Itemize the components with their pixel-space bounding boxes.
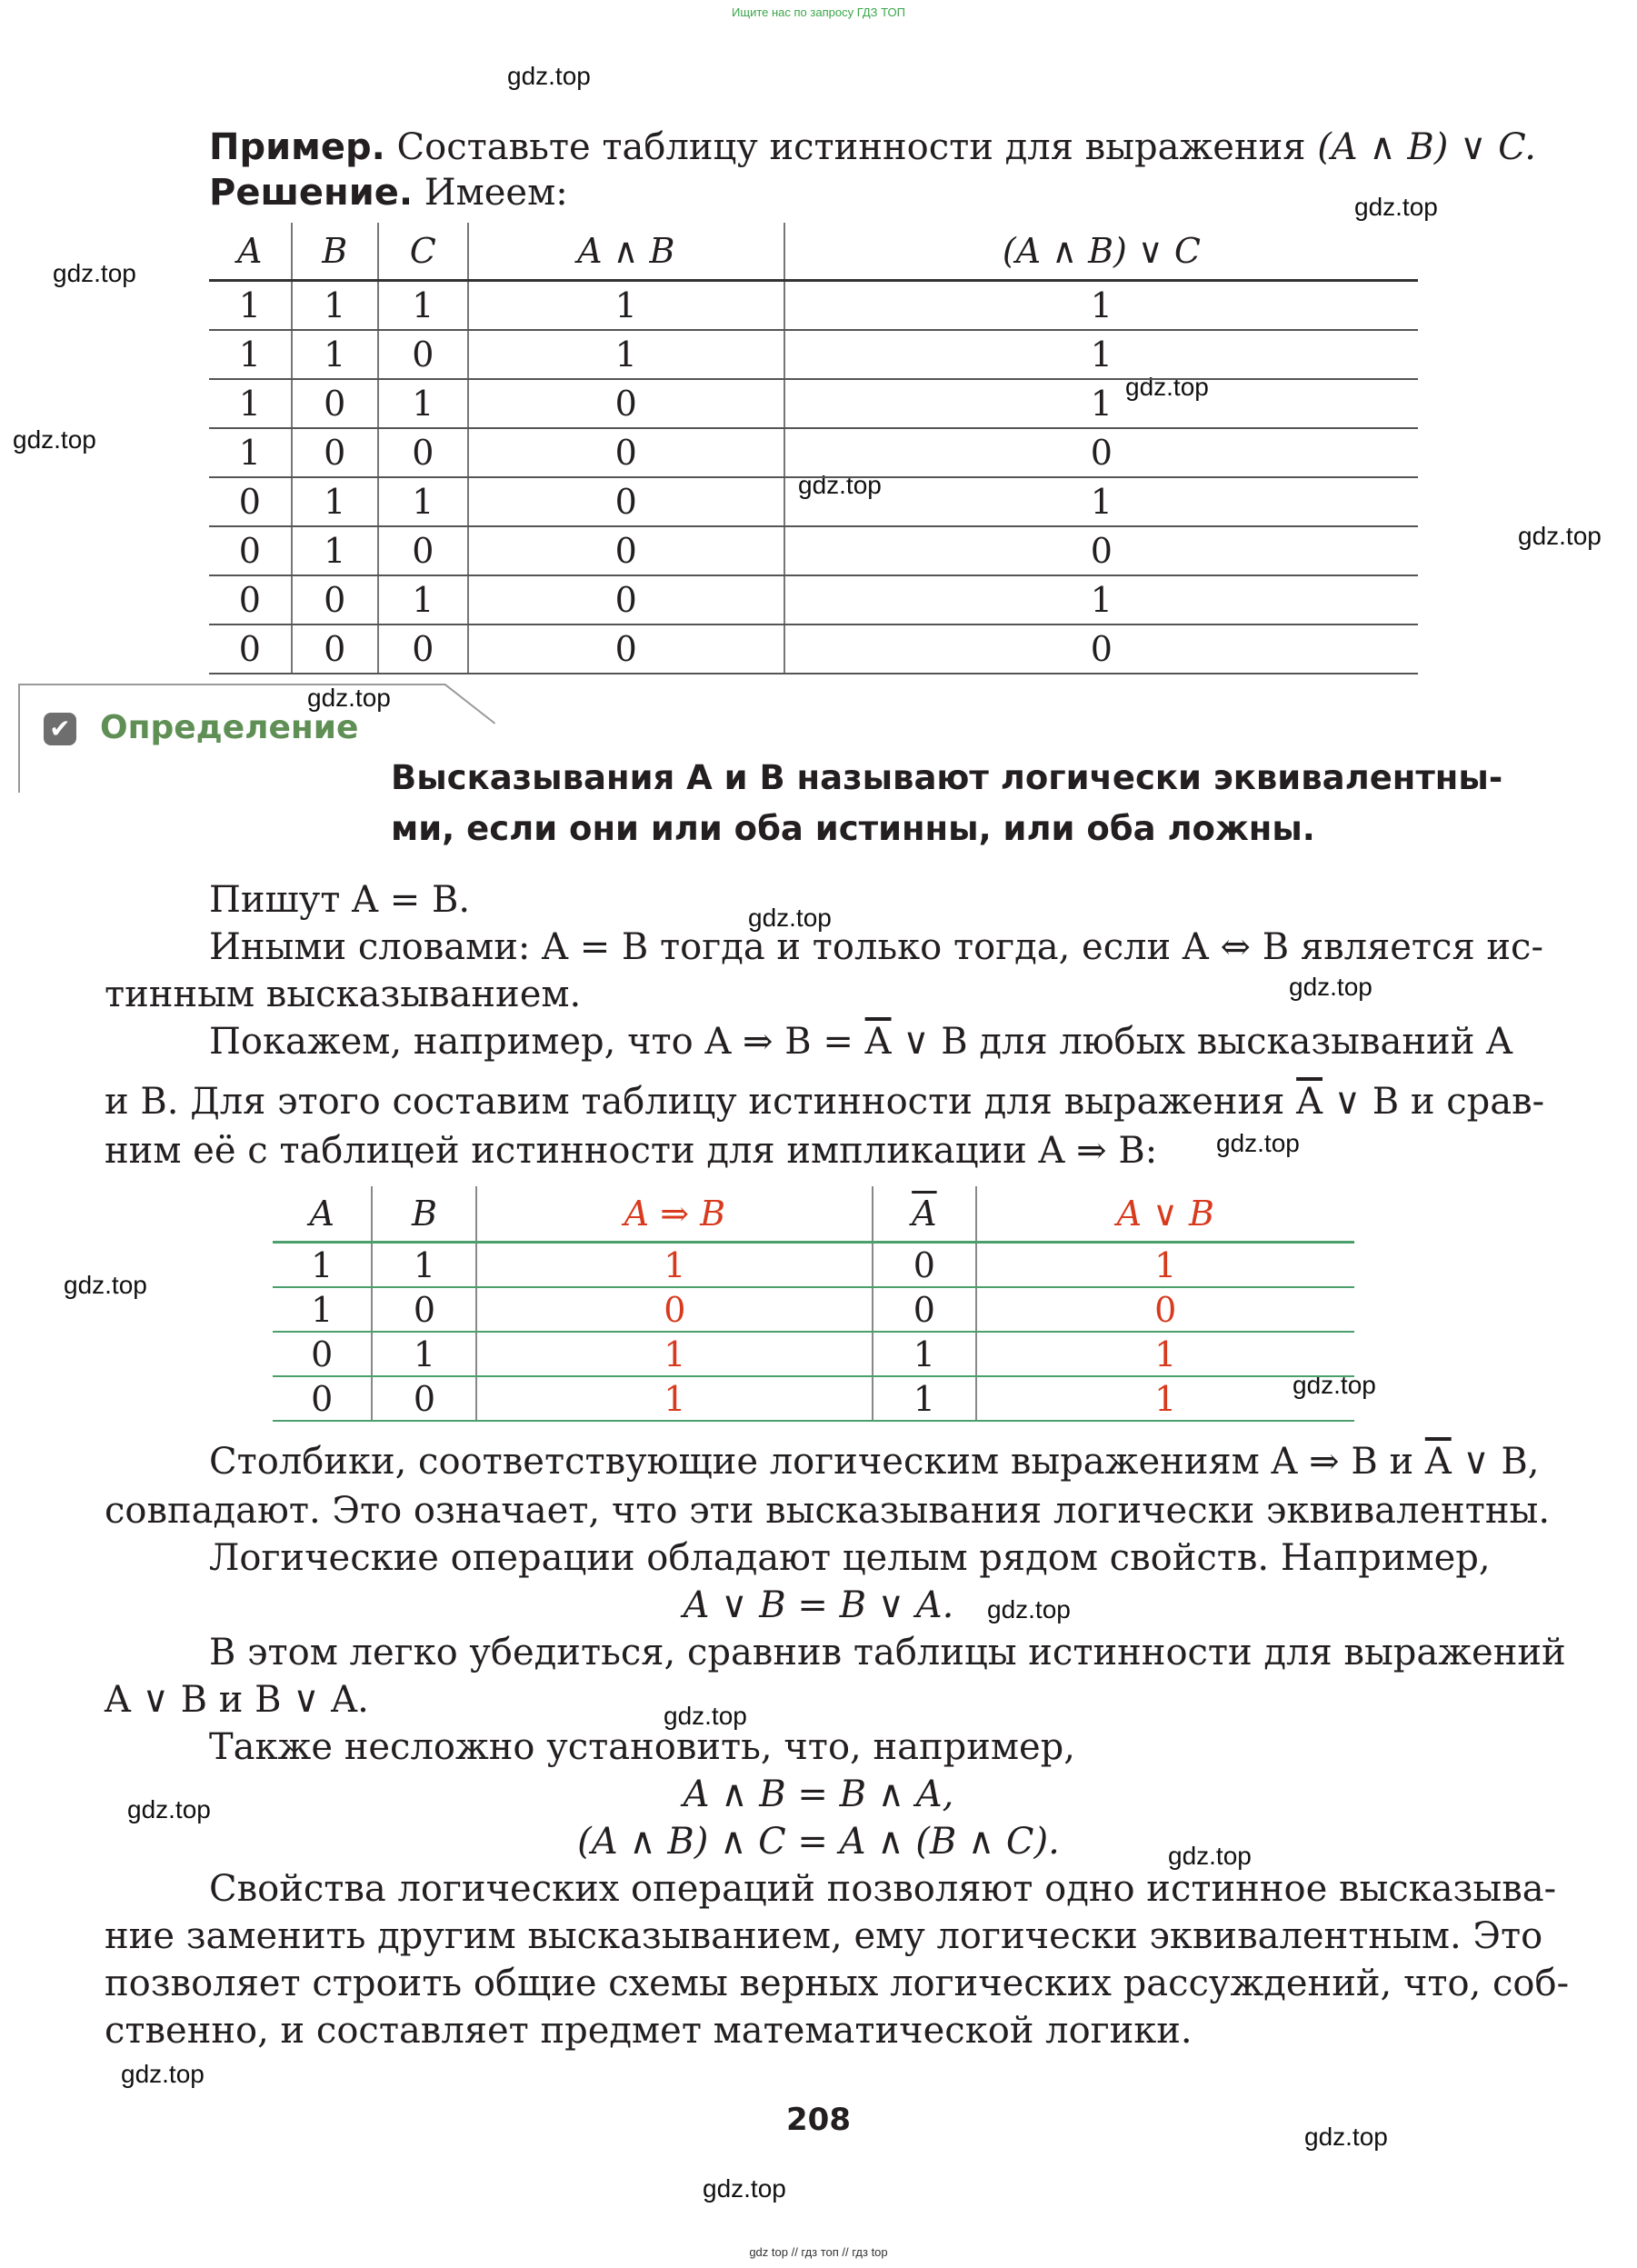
watermark: gdz.top (127, 1795, 211, 1823)
watermark: gdz.top (987, 1595, 1071, 1624)
formula: A ∨ B = B ∨ A. (683, 1584, 954, 1626)
column-header: A ⇒ B (476, 1186, 873, 1243)
table-cell: 1 (873, 1332, 975, 1376)
text: ∨ B, (1451, 1441, 1540, 1483)
watermark: gdz.top (64, 1271, 147, 1299)
table-cell: 0 (378, 428, 468, 477)
table-cell: 0 (976, 1287, 1355, 1332)
table-row (209, 281, 1418, 331)
column-header: B (292, 223, 378, 281)
table-cell: 1 (209, 379, 292, 428)
table-cell: 1 (292, 281, 378, 331)
column-header: A (273, 1186, 372, 1243)
paragraph (105, 1078, 1545, 1125)
table-cell: 1 (292, 477, 378, 526)
paragraph: A ∨ B и B ∨ A. (105, 1679, 369, 1721)
table-row (209, 477, 1418, 526)
watermark: gdz.top (1354, 193, 1438, 221)
watermark: gdz.top (1125, 373, 1209, 401)
table-cell: 1 (209, 330, 292, 379)
table-cell: 0 (209, 575, 292, 624)
definition-title: Определение (100, 709, 359, 746)
table-cell: 0 (784, 428, 1418, 477)
table-cell: 0 (468, 526, 784, 575)
watermark: gdz.top (307, 684, 391, 712)
table-cell: 1 (273, 1243, 372, 1288)
solution-text: Имеем: (413, 172, 568, 214)
text: ∨ B для любых высказываний A (891, 1021, 1512, 1063)
watermark: gdz.top (664, 1702, 747, 1730)
text: ∨ B и срав- (1323, 1081, 1545, 1123)
table-cell: 0 (292, 624, 378, 674)
table-cell: 1 (784, 477, 1418, 526)
table-cell: 0 (292, 575, 378, 624)
table-cell: 0 (784, 624, 1418, 674)
paragraph: Логические операции обладают целым рядом свойств. Например, (209, 1537, 1491, 1579)
table-cell: 0 (468, 624, 784, 674)
table-cell: 0 (273, 1332, 372, 1376)
watermark: gdz.top (13, 425, 96, 454)
paragraph: Свойства логических операций позволяют одно истинное высказыва- (209, 1868, 1557, 1910)
table-cell: 1 (468, 281, 784, 331)
column-header: A ∧ B (468, 223, 784, 281)
paragraph: В этом легко убедиться, сравнив таблицы истинности для выражений (209, 1632, 1566, 1674)
table-cell: 1 (372, 1243, 476, 1288)
table-row (273, 1243, 1354, 1288)
column-header: A (209, 223, 292, 281)
negated-variable: $\overline{A}$ (1296, 1081, 1323, 1123)
table-cell: 1 (378, 575, 468, 624)
table-row (209, 575, 1418, 624)
text: Покажем, например, что A ⇒ B = (209, 1021, 865, 1063)
table-cell: 1 (784, 379, 1418, 428)
table-cell: 0 (784, 526, 1418, 575)
column-header: A ∨ B (976, 1186, 1355, 1243)
table-cell: 1 (476, 1332, 873, 1376)
table-row (273, 1332, 1354, 1376)
watermark: gdz.top (1304, 2123, 1388, 2151)
table-cell: 1 (292, 526, 378, 575)
example-expression: (A ∧ B) ∨ C. (1317, 126, 1536, 168)
table-cell: 1 (378, 281, 468, 331)
definition-border-left (18, 684, 20, 793)
table-cell: 0 (378, 526, 468, 575)
example-label: Пример. (209, 126, 385, 168)
table-cell: 1 (378, 477, 468, 526)
table-row (209, 428, 1418, 477)
paragraph: Также несложно установить, что, например, (209, 1726, 1075, 1768)
table-cell: 0 (273, 1376, 372, 1421)
table-cell: 0 (372, 1287, 476, 1332)
text: и B. Для этого составим таблицу истинности для выражения (105, 1081, 1297, 1123)
table-cell: 0 (209, 624, 292, 674)
negated-variable: $\overline{A}$ (1424, 1441, 1452, 1483)
table-cell: 0 (292, 428, 378, 477)
paragraph: тинным высказыванием. (105, 974, 582, 1015)
footer-note: gdz top // гдз топ // гдз top (749, 2245, 888, 2259)
solution-label: Решение. (209, 172, 414, 214)
solution-line (209, 169, 1636, 216)
table-cell: 1 (784, 330, 1418, 379)
watermark: gdz.top (1293, 1371, 1376, 1399)
table-cell: 0 (378, 330, 468, 379)
formula: (A ∧ B) ∧ C = A ∧ (B ∧ C). (577, 1821, 1060, 1863)
paragraph (209, 1018, 1636, 1065)
check-icon: ✔ (44, 713, 76, 745)
table-cell: 1 (209, 428, 292, 477)
table-header-row (273, 1186, 1354, 1243)
table-row (209, 330, 1418, 379)
table-row (209, 379, 1418, 428)
example-line (209, 124, 1636, 171)
paragraph: ним её с таблицей истинности для импликации A ⇒ B: (105, 1130, 1158, 1172)
table-cell: 0 (468, 379, 784, 428)
table-cell: 0 (873, 1287, 975, 1332)
table-cell: 1 (372, 1332, 476, 1376)
table-cell: 1 (468, 330, 784, 379)
table-cell: 0 (209, 526, 292, 575)
table-cell: 1 (976, 1243, 1355, 1288)
column-header: (A ∧ B) ∨ C (784, 223, 1418, 281)
table-cell: 0 (468, 428, 784, 477)
definition-line-1: Высказывания A и B называют логически эквивалентны- (391, 758, 1503, 797)
example-text: Составьте таблицу истинности для выражения (384, 126, 1318, 168)
table-cell: 1 (784, 575, 1418, 624)
watermark: gdz.top (1289, 973, 1372, 1001)
definition-border-top (18, 684, 445, 685)
table-cell: 1 (476, 1243, 873, 1288)
table-cell: 1 (784, 281, 1418, 331)
column-header: $\overline{A}$ (873, 1186, 975, 1243)
text: Столбики, соответствующие логическим выражениям A ⇒ B и (209, 1441, 1425, 1483)
formula: A ∧ B = B ∧ A, (683, 1773, 954, 1815)
watermark: gdz.top (1216, 1129, 1300, 1157)
watermark: gdz.top (1518, 522, 1602, 550)
table-cell: 0 (372, 1376, 476, 1421)
watermark: gdz.top (798, 471, 882, 499)
table-header-row (209, 223, 1418, 281)
table-cell: 0 (209, 477, 292, 526)
table-row (273, 1376, 1354, 1421)
column-header: C (378, 223, 468, 281)
truth-table-1 (209, 223, 1418, 674)
page-number: 208 (786, 2102, 851, 2138)
table-cell: 0 (378, 624, 468, 674)
table-cell: 1 (976, 1332, 1355, 1376)
table-cell: 1 (378, 379, 468, 428)
paragraph: позволяет строить общие схемы верных логических рассуждений, что, соб- (105, 1963, 1570, 2004)
watermark: gdz.top (1168, 1842, 1252, 1870)
paragraph: совпадают. Это означает, что эти высказывания логически эквивалентны. (105, 1490, 1551, 1532)
paragraph (209, 1438, 1636, 1485)
definition-line-2: ми, если они или оба истинны, или оба ложны. (391, 809, 1315, 848)
table-cell: 1 (292, 330, 378, 379)
table-cell: 0 (292, 379, 378, 428)
table-cell: 1 (976, 1376, 1355, 1421)
paragraph: Иными словами: A = B тогда и только тогда, если A ⇔ B является ис- (209, 926, 1543, 968)
definition-border-diagonal (444, 684, 495, 724)
table-row (209, 624, 1418, 674)
table-cell: 0 (468, 575, 784, 624)
truth-table-2 (273, 1186, 1354, 1422)
watermark: gdz.top (53, 259, 136, 287)
paragraph: ственно, и составляет предмет математической логики. (105, 2010, 1193, 2052)
table-cell: 1 (273, 1287, 372, 1332)
table-cell: 0 (476, 1287, 873, 1332)
table-cell: 1 (873, 1376, 975, 1421)
watermark: gdz.top (748, 904, 832, 932)
paragraph: Пишут A = B. (209, 879, 471, 921)
column-header: B (372, 1186, 476, 1243)
header-note: Ищите нас по запросу ГДЗ ТОП (732, 5, 905, 19)
watermark: gdz.top (121, 2060, 205, 2088)
table-cell: 0 (873, 1243, 975, 1288)
table-row (209, 526, 1418, 575)
negated-variable: $\overline{A}$ (864, 1021, 892, 1063)
watermark: gdz.top (507, 62, 591, 90)
table-row (273, 1287, 1354, 1332)
table-cell: 1 (209, 281, 292, 331)
table-cell: 0 (468, 477, 784, 526)
paragraph: ние заменить другим высказыванием, ему логически эквивалентным. Это (105, 1915, 1543, 1957)
watermark: gdz.top (703, 2174, 786, 2203)
table-cell: 1 (476, 1376, 873, 1421)
